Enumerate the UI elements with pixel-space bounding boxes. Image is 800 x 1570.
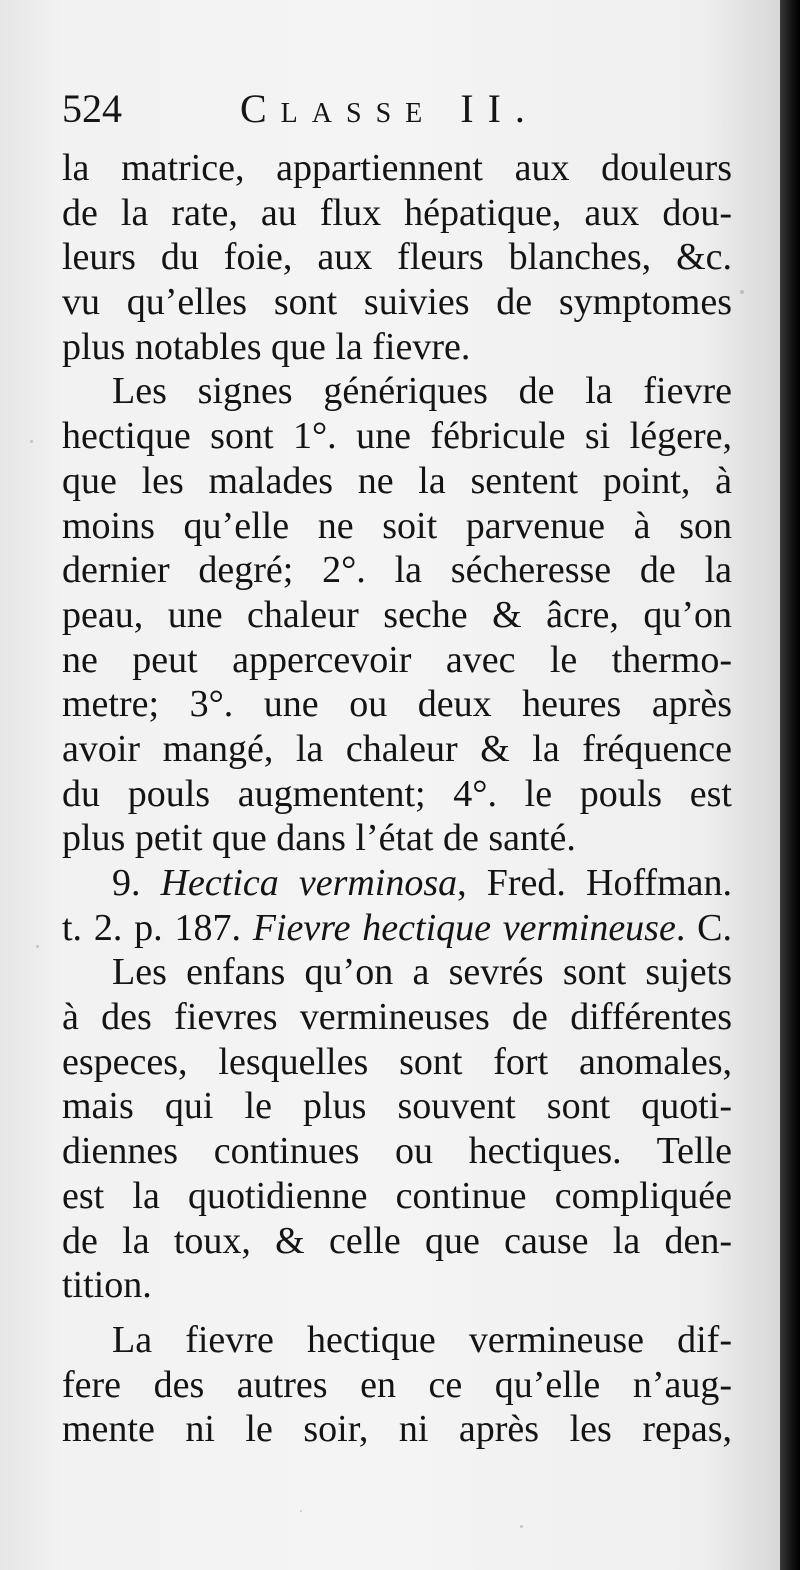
text-line: moins qu’elle ne soit parvenue à son [62,504,732,547]
text-line: tition. [62,1264,152,1307]
text-line: La fievre hectique vermineuse dif- [112,1318,732,1361]
text-line: Les enfans qu’on a sevrés sont sujets [112,951,732,994]
running-head: Classe II. [240,86,539,131]
paper-speck [520,1525,523,1528]
text-line: peau, une chaleur seche & âcre, qu’on [62,593,732,636]
paper-speck [36,945,39,948]
section-heading-line-1 [62,861,732,906]
heading-reference: t. 2. p. 187. [62,906,241,949]
heading-author: , Fred. Hoffman. [457,862,732,904]
text-line: avoir mangé, la chaleur & la fréquence [62,727,732,770]
text-line: especes, lesquelles sont fort anomales, [62,1040,732,1083]
paper-speck [300,1510,302,1512]
text-line: que les malades ne la sentent point, à [62,459,732,502]
text-line: plus notables que la fievre. [62,325,471,368]
text-line: leurs du foie, aux fleurs blanches, &c. [62,236,732,279]
text-line: de la toux, & celle que cause la den- [62,1219,732,1262]
text-line: mente ni le soir, ni après les repas, [62,1408,732,1451]
page-header [62,82,742,136]
text-line: est la quotidienne continue compliquée [62,1174,732,1217]
paper-speck [740,290,744,294]
text-line: de la rate, au flux hépatique, aux dou- [62,191,732,234]
text-line: la matrice, appartiennent aux douleurs [62,147,732,189]
book-spine-shadow [780,0,800,1570]
text-line: vu qu’elles sont suivies de symptomes [62,281,732,324]
text-line: plus petit que dans l’état de santé. [62,817,576,860]
text-line: à des fievres vermineuses de différentes [62,996,732,1039]
text-line: hectique sont 1°. une fébricule si légere, [62,415,732,458]
section-heading-line-2 [62,906,732,951]
body-text [62,146,732,1452]
page-number: 524 [62,86,122,131]
text-line: fere des autres en ce qu’elle n’aug- [62,1363,732,1406]
text-line: du pouls augmentent; 4°. le pouls est [62,772,732,815]
paper-speck [30,440,33,443]
text-line: Les signes génériques de la fievre [112,370,732,413]
french-disease-name: Fievre hectique vermineuse [252,906,676,949]
text-line: ne peut appercevoir avec le thermo- [62,638,732,681]
text-line: diennes continues ou hectiques. Telle [62,1130,732,1173]
text-line: dernier degré; 2°. la sécheresse de la [62,549,732,592]
section-number: 9. [112,862,141,904]
heading-end: . C. [675,906,732,949]
text-line: metre; 3°. une ou deux heures après [62,683,732,726]
latin-disease-name: Hectica verminosa [160,862,458,904]
text-line: mais qui le plus souvent sont quoti- [62,1085,732,1128]
